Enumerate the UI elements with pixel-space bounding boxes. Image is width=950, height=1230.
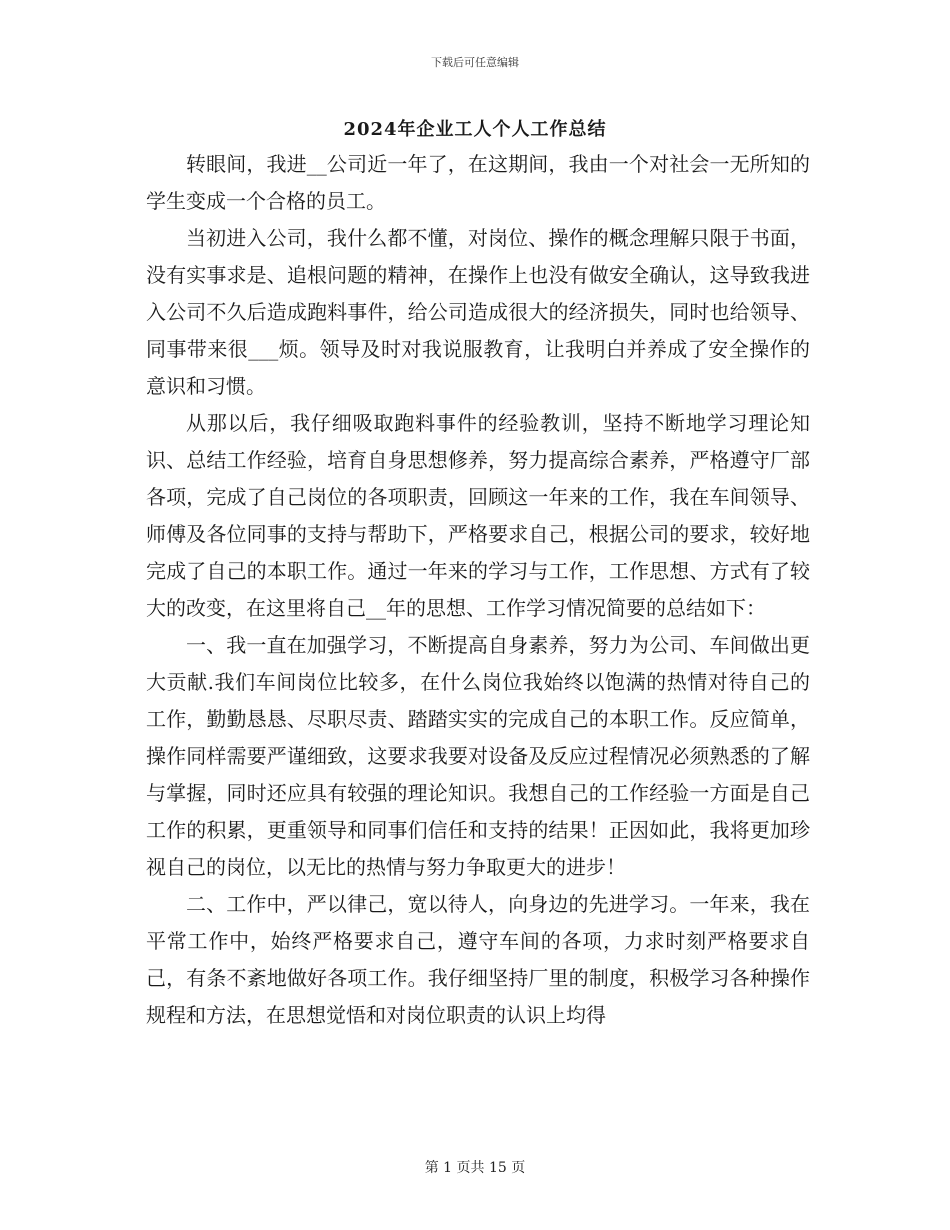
document-title: 2024年企业工人个人工作总结 bbox=[343, 119, 607, 140]
paragraph-1: 转眼间，我进__公司近一年了，在这期间，我由一个对社会一无所知的学生变成一个合格的员工。 bbox=[146, 152, 810, 213]
paragraph-5: 二、工作中，严以律己，宽以待人，向身边的先进学习。一年来，我在平常工作中，始终严格要求自己，遵守车间的各项，力求时刻严格要求自己，有条不紊地做好各项工作。我仔细坚持厂里的制度，积极学习各种操作规程和方法，在思想觉悟和对岗位职责的认识上均得 bbox=[146, 892, 810, 1027]
paragraph-3: 从那以后，我仔细吸取跑料事件的经验教训，坚持不断地学习理论知识、总结工作经验，培育自身思想修养，努力提高综合素养，严格遵守厂部各项，完成了自己岗位的各项职责，回顾这一年来的工作，我在车间领导、师傅及各位同事的支持与帮助下，严格要求自己，根据公司的要求，较好地完成了自己的本职工作。通过一年来的学习与工作，工作思想、方式有了较大的改变，在这里将自己__年的思想、工作学习情况简要的总结如下： bbox=[146, 411, 810, 620]
document-body bbox=[146, 146, 810, 1034]
paragraph-2: 当初进入公司，我什么都不懂，对岗位、操作的概念理解只限于书面，没有实事求是、追根问题的精神，在操作上也没有做安全确认，这导致我进入公司不久后造成跑料事件，给公司造成很大的经济损失，同时也给领导、同事带来很___烦。领导及时对我说服教育，让我明白并养成了安全操作的意识和习惯。 bbox=[146, 226, 810, 398]
paragraph-4: 一、我一直在加强学习，不断提高自身素养，努力为公司、车间做出更大贡献.我们车间岗位比较多，在什么岗位我始终以饱满的热情对待自己的工作，勤勤恳恳、尽职尽责、踏踏实实的完成自己的本职工作。反应简单，操作同样需要严谨细致，这要求我要对设备及反应过程情况必须熟悉的了解与掌握，同时还应具有较强的理论知识。我想自己的工作经验一方面是自己工作的积累，更重领导和同事们信任和支持的结果！正因如此，我将更加珍视自己的岗位，以无比的热情与努力争取更大的进步！ bbox=[146, 633, 810, 879]
page-footer: 第 1 页共 15 页 bbox=[424, 1160, 526, 1176]
header-note: 下载后可任意编辑 bbox=[431, 56, 519, 69]
